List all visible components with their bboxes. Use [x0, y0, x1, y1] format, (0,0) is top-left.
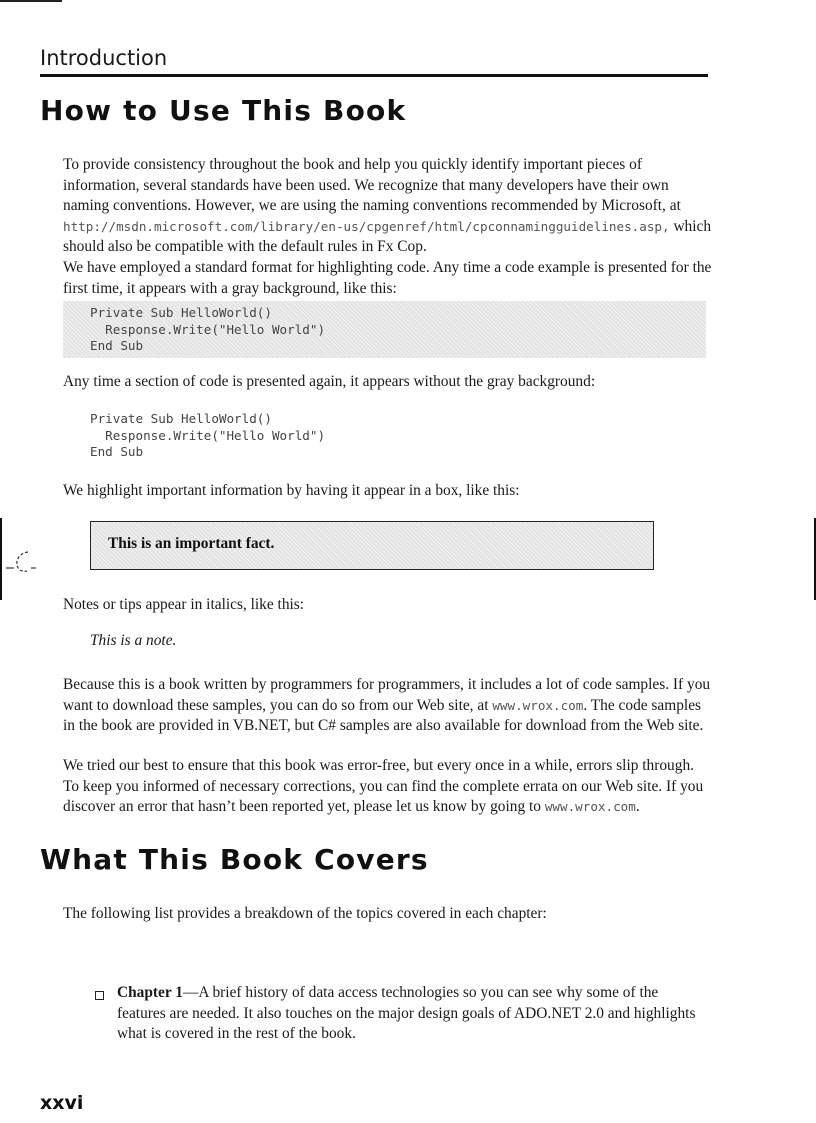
paragraph-consistency: To provide consistency throughout the book and help you quickly identify important pieces of information, several standards have been used. We recognize that many developers have their own naming conventions. However, we are using the naming conventions recommended by Microsoft, at http://msdn.microsoft.com/library/en-us/cpgenref/html/cpconnamingguidelines.asp, which should also be compatible with the default rules in Fx Cop. [63, 156, 712, 256]
important-fact-box [90, 521, 654, 570]
checkbox-bullet-icon [95, 991, 104, 1000]
paragraph-code-again: Any time a section of code is presented again, it appears without the gray background: [63, 373, 596, 390]
note-example: This is a note. [90, 632, 177, 649]
paragraph-highlight-box: We highlight important information by having it appear in a box, like this: [63, 482, 520, 499]
paragraph-list-intro: The following list provides a breakdown of the topics covered in each chapter: [63, 905, 547, 922]
header-rule [40, 74, 708, 77]
section-title-what-covers: What This Book Covers [40, 843, 429, 876]
page-number: xxvi [40, 1092, 84, 1114]
paragraph-code-format: We have employed a standard format for highlighting code. Any time a code example is presented for the first time, it appears with a gray background, like this: [63, 259, 712, 297]
paragraph-notes: Notes or tips appear in italics, like this: [63, 596, 305, 613]
running-head: Introduction [40, 46, 168, 70]
code-block-highlighted: Private Sub HelloWorld() Response.Write("Hello World") End Sub [90, 305, 326, 353]
code-block-plain: Private Sub HelloWorld() Response.Write("Hello World") End Sub [90, 411, 326, 459]
pencil-note-icon [6, 550, 38, 576]
top-crop-rule [0, 0, 62, 2]
wrox-link-1[interactable]: www.wrox.com [492, 697, 584, 713]
paragraph-code-samples: Because this is a book written by programmers for programmers, it includes a lot of code samples. If you want to download these samples, you can do so from our Web site, at www.wrox.com. The code samples in the book are provided in VB.NET, but C# samples are also available for download from the Web site. [63, 676, 711, 735]
margin-bar-left [0, 518, 2, 600]
msdn-url: http://msdn.microsoft.com/library/en-us/cpgenref/html/cpconnamingguidelines.asp, [63, 218, 670, 234]
wrox-link-2[interactable]: www.wrox.com [544, 799, 636, 815]
list-item-chapter-1: Chapter 1—A brief history of data access technologies so you can see why some of the features are needed. It also touches on the major design goals of ADO.NET 2.0 and highlights what is covered in the rest of the book. [117, 984, 696, 1043]
section-title-how-to-use: How to Use This Book [40, 94, 407, 127]
paragraph-errata: We tried our best to ensure that this book was error-free, but every once in a while, errors slip through. To keep you informed of necessary corrections, you can find the complete errata on our Web site. If you discover an error that hasn’t been reported yet, please let us know by going to www.wrox.com. [63, 757, 704, 816]
important-fact-text: This is an important fact. [108, 535, 275, 552]
